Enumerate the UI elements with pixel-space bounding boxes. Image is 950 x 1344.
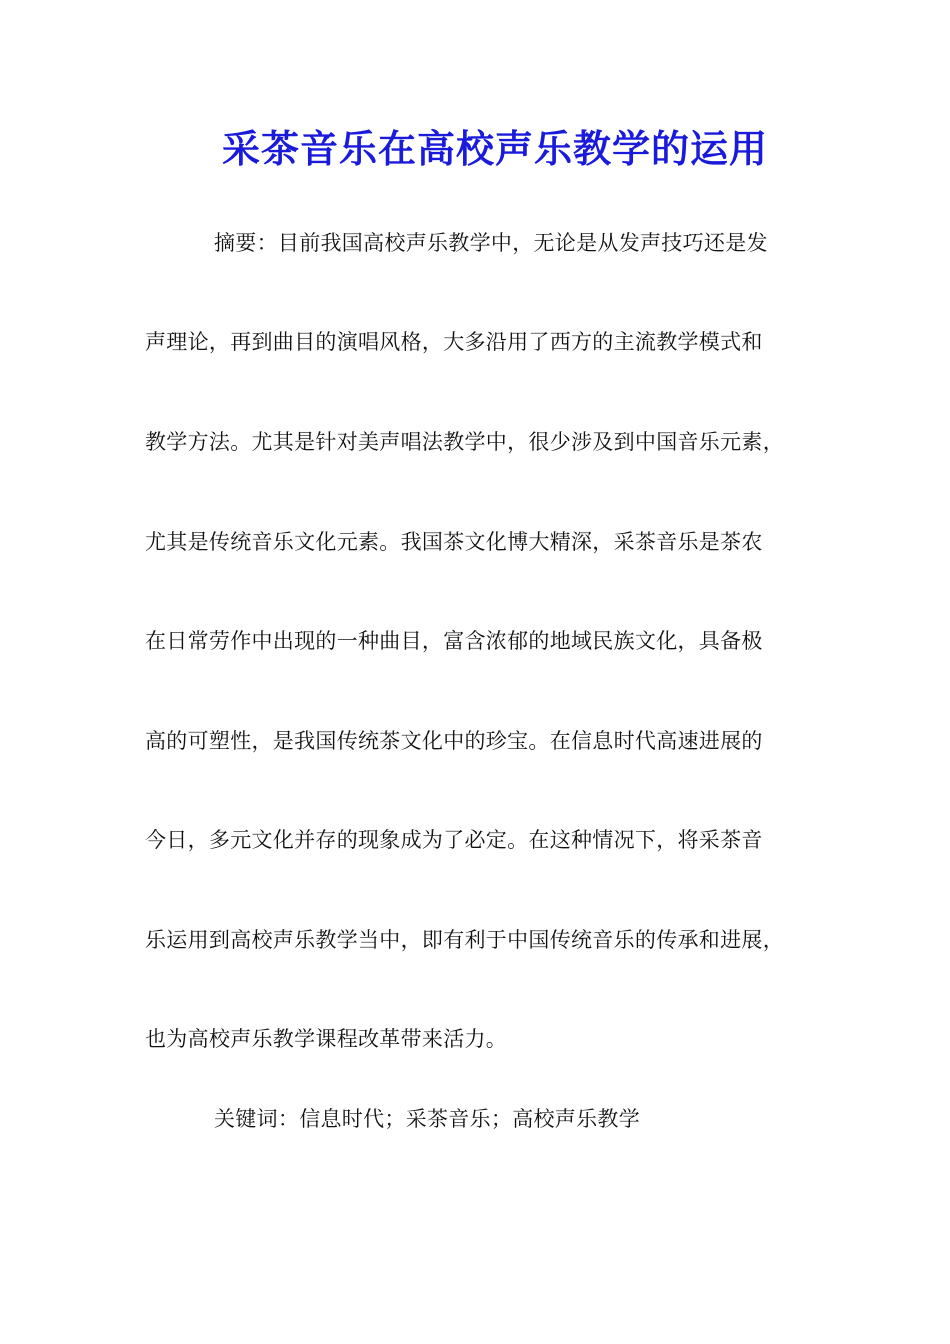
keywords-line: 关键词：信息时代；采茶音乐；高校声乐教学 (214, 1107, 640, 1131)
document-title: 采茶音乐在高校声乐教学的运用 (221, 126, 768, 171)
abstract-line-3: 教学方法。尤其是针对美声唱法教学中，很少涉及到中国音乐元素， (145, 430, 784, 454)
abstract-line-8: 乐运用到高校声乐教学当中，即有利于中国传统音乐的传承和进展， (145, 928, 784, 952)
abstract-line-7: 今日，多元文化并存的现象成为了必定。在这种情况下，将采茶音 (145, 828, 763, 852)
abstract-line-1: 摘要：目前我国高校声乐教学中，无论是从发声技巧还是发 (214, 231, 768, 255)
abstract-line-5: 在日常劳作中出现的一种曲目，富含浓郁的地域民族文化，具备极 (145, 629, 763, 653)
abstract-line-2: 声理论，再到曲目的演唱风格，大多沿用了西方的主流教学模式和 (145, 330, 763, 354)
abstract-line-4: 尤其是传统音乐文化元素。我国茶文化博大精深，采茶音乐是茶农 (145, 530, 763, 554)
abstract-line-6: 高的可塑性，是我国传统茶文化中的珍宝。在信息时代高速进展的 (145, 729, 763, 753)
abstract-line-9: 也为高校声乐教学课程改革带来活力。 (145, 1027, 508, 1051)
